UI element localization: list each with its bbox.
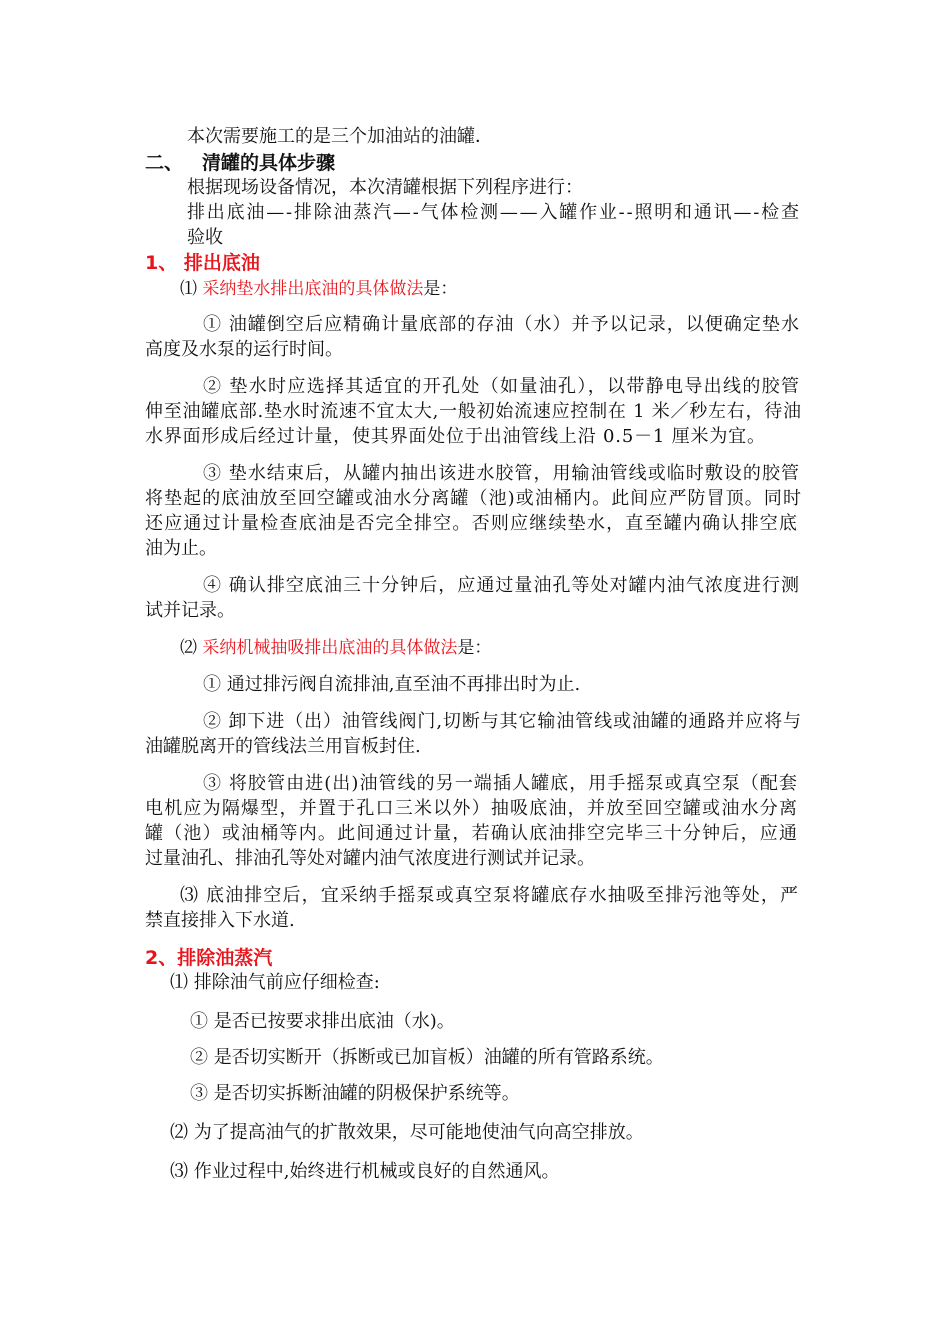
check-item: ② 是否切实断开（拆断或已加盲板）油罐的所有管路系统。 — [190, 1047, 664, 1068]
paragraph-line: ③ 将胶管由进(出)油管线的另一端插人罐底，用手摇泵或真空泵（配套 — [203, 773, 799, 794]
paragraph-line: 罐（池）或油桶等内。此间通过计量，若确认底油排空完毕三十分钟后，应通 — [145, 823, 799, 844]
intro-line: 本次需要施工的是三个加油站的油罐． — [187, 126, 493, 147]
section-lead: 根据现场设备情况，本次清罐根据下列程序进行： — [187, 177, 583, 198]
paragraph-line: 伸至油罐底部.垫水时流速不宜太大,一般初始流速应控制在 1 米／秒左右，待油 — [145, 401, 802, 422]
paragraph-line: 将垫起的底油放至回空罐或油水分离罐（池)或油桶内。此间应严防冒顶。同时 — [145, 488, 803, 509]
procedure-line-end: 验收 — [187, 227, 223, 248]
check-item: ③ 是否切实拆断油罐的阴极保护系统等。 — [190, 1083, 520, 1104]
method1-number: ⑴ — [180, 279, 197, 299]
paragraph-line: ① 油罐倒空后应精确计量底部的存油（水）并予以记录，以便确定垫水 — [203, 314, 801, 335]
paragraph-line: 试并记录。 — [145, 600, 235, 621]
paragraph-line: ⑵ 为了提高油气的扩散效果，尽可能地使油气向高空排放。 — [170, 1122, 644, 1143]
paragraph-line: 过量油孔、排油孔等处对罐内油气浓度进行测试并记录。 — [145, 848, 595, 869]
step2-heading: 2、排除油蒸汽 — [145, 947, 273, 969]
method2-number: ⑵ — [180, 638, 197, 658]
paragraph-line: 油为止。 — [145, 538, 217, 559]
check-heading: ⑴ 排除油气前应仔细检查: — [170, 972, 380, 993]
paragraph-line: 电机应为隔爆型，并置于孔口三米以外）抽吸底油，并放至回空罐或油水分离 — [145, 798, 799, 819]
paragraph-line: 还应通过计量检查底油是否完全排空。否则应继续垫水，直至罐内确认排空底 — [145, 513, 799, 534]
paragraph-line: ① 通过排污阀自流排油,直至油不再排出时为止. — [203, 674, 581, 695]
method1-line — [180, 277, 457, 301]
check-item: ① 是否已按要求排出底油（水)。 — [190, 1011, 455, 1032]
paragraph-line: ⑶ 作业过程中,始终进行机械或良好的自然通风。 — [170, 1161, 560, 1182]
method1-title: 采纳垫水排出底油的具体做法 — [202, 279, 424, 299]
paragraph-line: ② 垫水时应选择其适宜的开孔处（如量油孔），以带静电导出线的胶管 — [203, 376, 801, 397]
paragraph-line: ④ 确认排空底油三十分钟后，应通过量油孔等处对罐内油气浓度进行测 — [203, 575, 801, 596]
method2-suffix: 是： — [457, 638, 492, 658]
method1-suffix: 是： — [423, 279, 458, 299]
paragraph-line: 水界面形成后经过计量，使其界面处位于出油管线上沿 0.5－1 厘米为宜。 — [145, 426, 766, 447]
procedure-line: 排出底油—-排除油蒸汽—-气体检测——入罐作业--照明和通讯—-检查 — [187, 202, 801, 223]
paragraph-line: ③ 垫水结束后，从罐内抽出该进水胶管，用输油管线或临时敷设的胶管 — [203, 463, 801, 484]
paragraph-line: ② 卸下进（出）油管线阀门,切断与其它输油管线或油罐的通路并应将与 — [203, 711, 802, 732]
step1-heading: 1、 排出底油 — [145, 252, 260, 274]
method2-title: 采纳机械抽吸排出底油的具体做法 — [202, 638, 458, 658]
section-number: 二、 — [145, 152, 184, 174]
paragraph-line: 禁直接排入下水道. — [145, 910, 295, 931]
section-title: 清罐的具体步骤 — [202, 152, 336, 174]
paragraph-line: 油罐脱离开的管线法兰用盲板封住. — [145, 736, 421, 757]
paragraph-line: 高度及水泵的运行时间。 — [145, 339, 343, 360]
paragraph-line: ⑶ 底油排空后，宜采纳手摇泵或真空泵将罐底存水抽吸至排污池等处，严 — [180, 885, 800, 906]
method2-line — [180, 636, 491, 660]
